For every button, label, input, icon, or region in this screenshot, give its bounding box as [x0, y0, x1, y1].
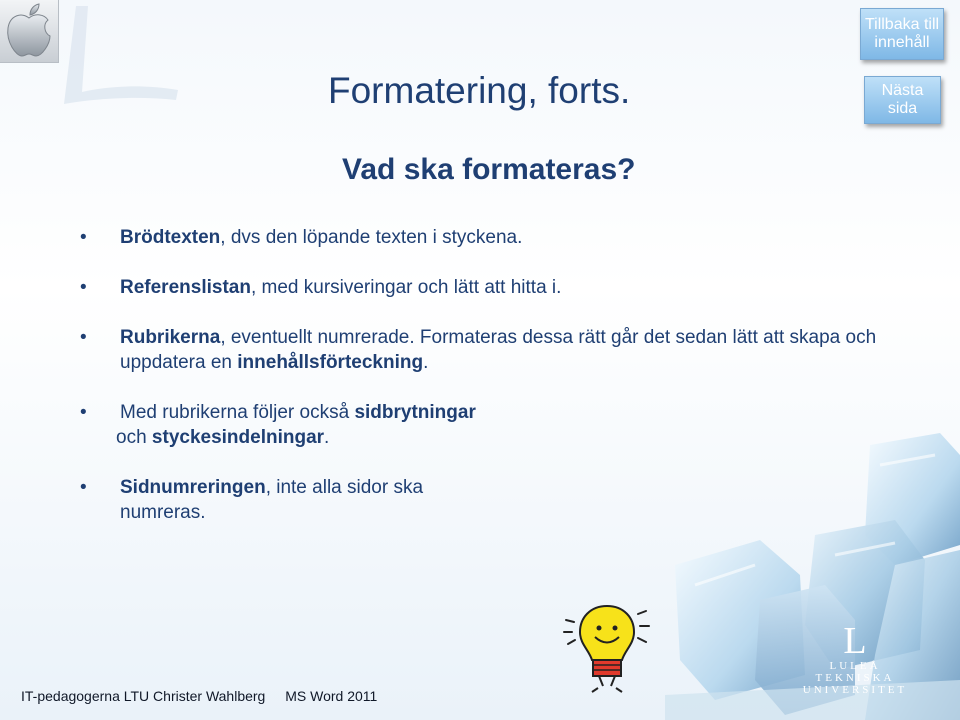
logo-line: UNIVERSITET	[802, 684, 908, 696]
bullet-bold: Rubrikerna	[120, 327, 221, 348]
logo-line: LULEÅ	[829, 660, 881, 672]
bullet-text: , dvs den löpande texten i styckena.	[220, 227, 523, 248]
bullet-text: Med rubrikerna följer också	[120, 402, 355, 423]
bullet-bold: sidbrytningar	[354, 402, 476, 423]
list-item	[80, 275, 880, 300]
lightbulb-icon	[562, 602, 652, 694]
apple-logo	[0, 0, 59, 63]
back-to-contents-button[interactable]: Tillbaka till innehåll	[860, 8, 944, 60]
bullet-bold: innehållsförteckning	[237, 352, 424, 373]
bullet-text: .	[324, 427, 330, 448]
bullet-bold: Brödtexten	[120, 227, 221, 248]
watermark-l	[58, 0, 198, 110]
next-page-button[interactable]: Nästa sida	[864, 76, 941, 124]
list-item	[80, 475, 440, 525]
bullet-text: , inte alla sidor ska numreras.	[120, 477, 424, 523]
bullet-text: och	[116, 427, 152, 448]
footer-author: IT-pedagogerna LTU Christer Wahlberg	[21, 688, 266, 704]
section-subtitle: Vad ska formateras?	[342, 153, 636, 186]
bullet-bold: Referenslistan	[120, 277, 251, 298]
list-item	[80, 225, 880, 250]
footer-course: MS Word 2011	[285, 688, 378, 704]
bullet-bold: Sidnumreringen	[120, 477, 266, 498]
logo-letter: L	[843, 620, 867, 662]
apple-logo-icon	[0, 0, 58, 62]
footer	[21, 688, 377, 704]
page-title: Formatering, forts.	[328, 70, 631, 111]
ltu-logo	[795, 622, 915, 702]
bullet-bold: styckesindelningar	[151, 427, 325, 448]
bullet-text: , eventuellt numrerade. Formateras dessa rätt går det sedan lätt att skapa och uppdatera en	[120, 327, 877, 373]
logo-line: TEKNISKA	[815, 672, 895, 684]
bullet-text: .	[423, 352, 429, 373]
bullet-text: , med kursiveringar och lätt att hitta i.	[250, 277, 562, 298]
list-item	[80, 325, 880, 375]
